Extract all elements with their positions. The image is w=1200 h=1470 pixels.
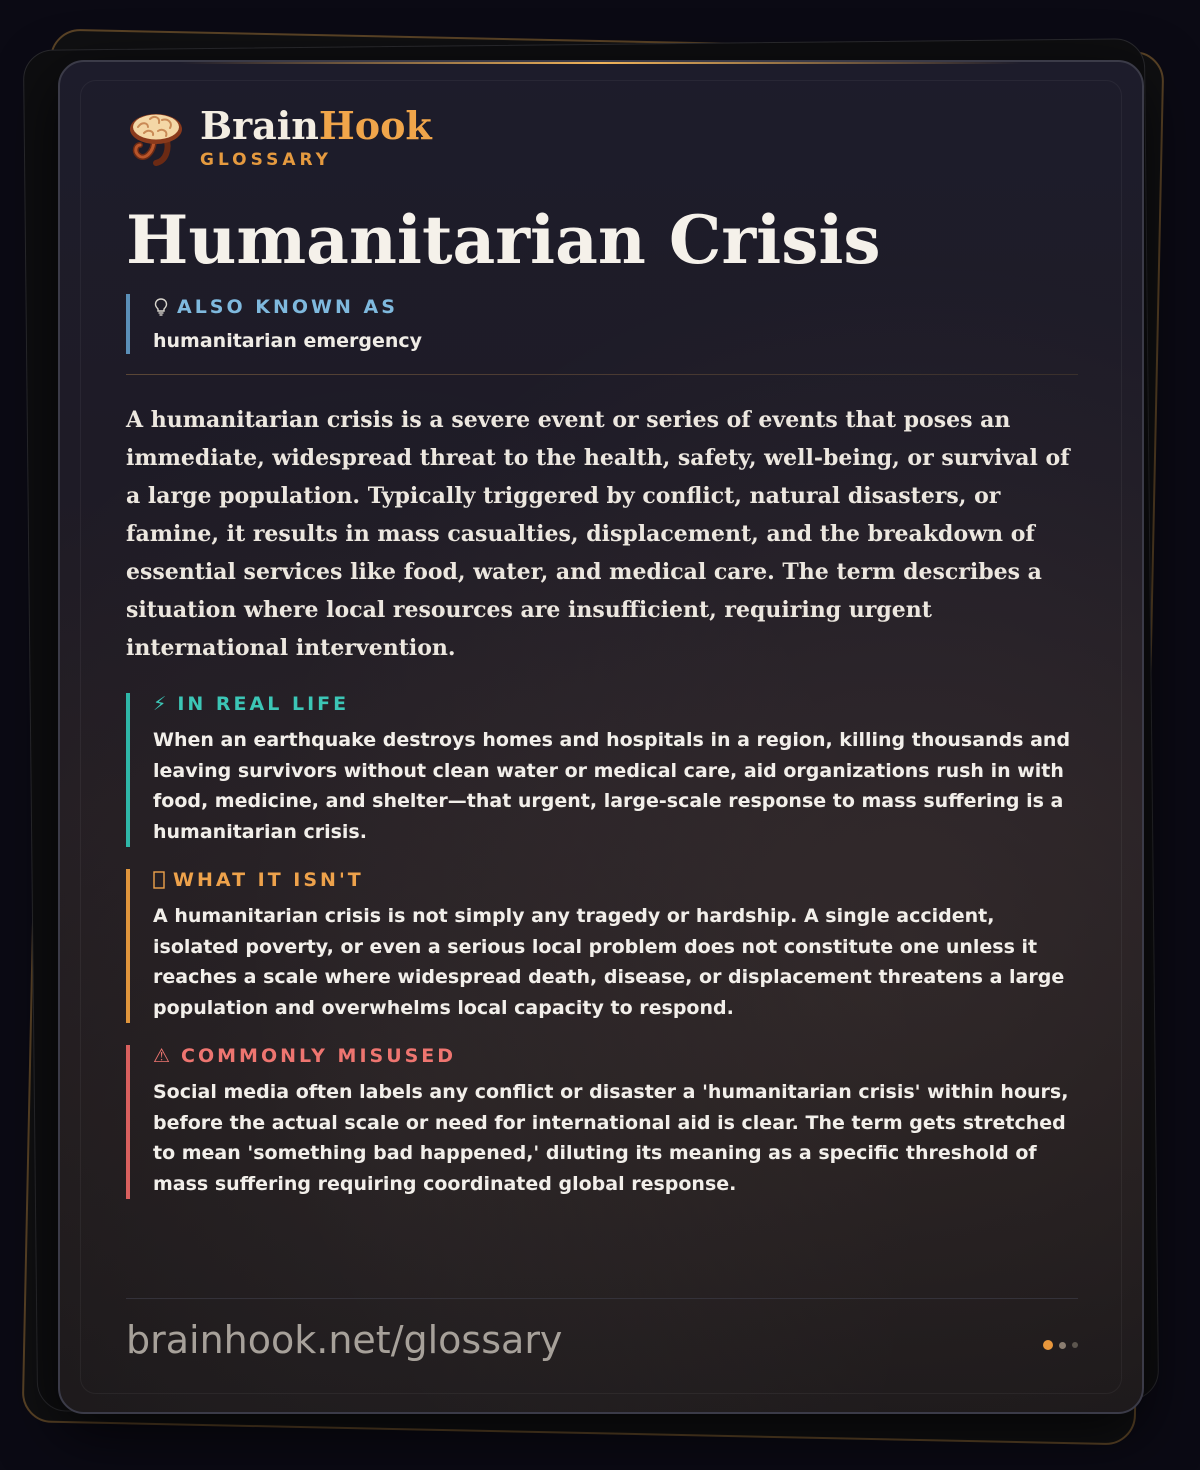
indicator-dot-active bbox=[1043, 1340, 1053, 1350]
brand-name bbox=[200, 103, 432, 148]
term-title: Humanitarian Crisis bbox=[126, 201, 881, 279]
also-known-as bbox=[126, 294, 1078, 354]
also-known-as-label: ALSO KNOWN AS bbox=[177, 296, 398, 318]
brand-header bbox=[126, 103, 1078, 170]
callout-in-real-life bbox=[126, 693, 1078, 847]
also-known-as-heading bbox=[153, 296, 1078, 318]
callout-commonly-misused bbox=[126, 1045, 1078, 1199]
definition-text: A humanitarian crisis is a severe event or series of events that poses an immediate, widespread threat to the health, safety, well-being, or survival of a large population. Typically triggered by conflict, natural disasters, or famine, it results in mass casualties, displacement, and the breakdown of essential services like food, water, and medical care. The term describes a situation where local resources are insufficient, requiring urgent international intervention. bbox=[126, 407, 1070, 661]
footer-url[interactable]: brainhook.net/glossary bbox=[126, 1318, 563, 1362]
no-entry-icon bbox=[153, 871, 165, 889]
callout-commonly-misused-body: Social media often labels any conflict or disaster a 'humanitarian crisis' within hours, before the actual scale or need for international aid is clear. The term gets stretched to mean 'something bad happened,' diluting its meaning as a specific threshold of mass suffering requiring coordinated global response. bbox=[153, 1081, 1069, 1195]
callout-in-real-life-label: IN REAL LIFE bbox=[177, 693, 350, 715]
warning-icon: ⚠ bbox=[153, 1045, 174, 1067]
callout-commonly-misused-label: COMMONLY MISUSED bbox=[181, 1045, 457, 1067]
callout-what-it-isnt-label: WHAT IT ISN'T bbox=[173, 869, 364, 891]
callout-in-real-life-heading bbox=[153, 693, 1078, 715]
indicator-dot bbox=[1072, 1342, 1078, 1348]
callout-commonly-misused-heading bbox=[153, 1045, 1078, 1067]
lightbulb-icon bbox=[153, 297, 169, 317]
card-content bbox=[126, 103, 1078, 1199]
callout-in-real-life-body: When an earthquake destroys homes and hospitals in a region, killing thousands and leaving survivors without clean water or medical care, aid organizations rush in with food, medicine, and shelter—that urgent, large-scale response to mass suffering is a humanitarian crisis. bbox=[153, 729, 1071, 843]
also-known-as-value: humanitarian emergency bbox=[153, 330, 423, 352]
page-indicator-dots bbox=[1043, 1340, 1078, 1350]
card-accent-line bbox=[180, 62, 1022, 64]
brand-name-part2: Hook bbox=[318, 103, 432, 148]
section-divider bbox=[126, 374, 1078, 375]
callout-what-it-isnt bbox=[126, 869, 1078, 1023]
brand-subtitle: GLOSSARY bbox=[200, 150, 332, 170]
footer-divider bbox=[126, 1298, 1078, 1299]
glossary-card bbox=[58, 60, 1144, 1414]
indicator-dot bbox=[1059, 1342, 1066, 1349]
callout-what-it-isnt-body: A humanitarian crisis is not simply any tragedy or hardship. A single accident, isolated poverty, or even a serious local problem does not constitute one unless it reaches a scale where widespread death, disease, or displacement threatens a large population and overwhelms local capacity to respond. bbox=[153, 905, 1065, 1019]
brand-name-part1: Brain bbox=[200, 103, 319, 148]
lightning-icon: ⚡ bbox=[153, 693, 170, 715]
brain-hook-icon bbox=[126, 109, 184, 167]
callout-what-it-isnt-heading bbox=[153, 869, 1078, 891]
